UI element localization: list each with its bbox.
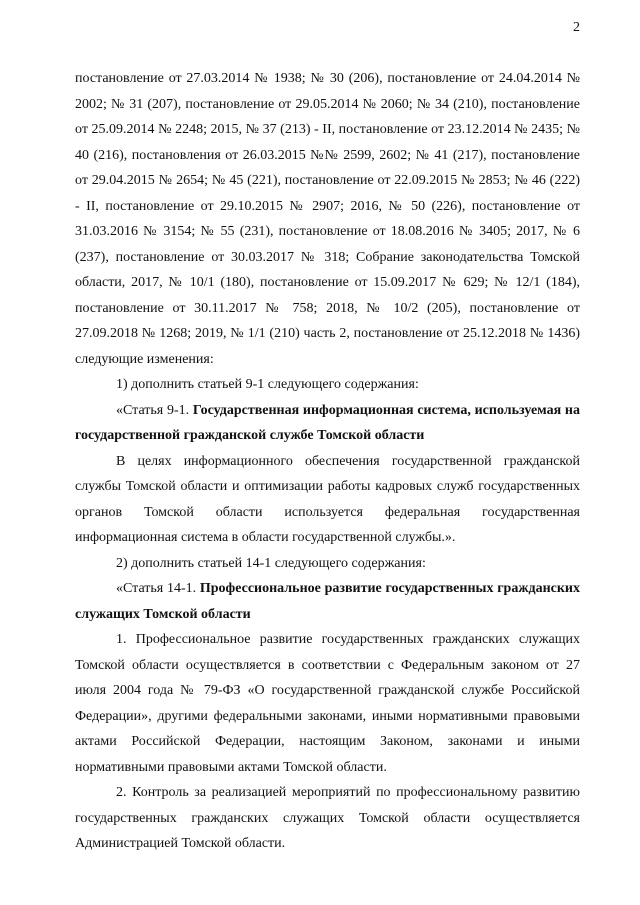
article-14-1-title: Профессиональное развитие государственных гражданских служащих Томской области <box>75 581 580 622</box>
article-14-1-heading <box>75 576 580 627</box>
intro-paragraph: постановление от 27.03.2014 № 1938; № 30 (206), постановление от 24.04.2014 № 2002; № 31 (207), постановление от 29.05.2014 № 2060; № 34 (210), постановление от 25.09.2014 № 2248; 2015, № 37 (213) - II, постановление от 23.12.2014 № 2435; № 40 (216), постановления от 26.03.2015 №№ 2599, 2602; № 41 (217), постановление от 29.04.2015 № 2654; № 45 (221), постановление от 22.09.2015 № 2853; № 46 (222) - II, постановление от 29.10.2015 № 2907; 2016, № 50 (226), постановление от 31.03.2016 № 3154; № 55 (231), постановление от 18.08.2016 № 3405; 2017, № 6 (237), постановление от 30.03.2017 № 318; Собрание законодательства Томской области, 2017, № 10/1 (180), постановление от 15.09.2017 № 629; № 12/1 (184), постановление от 30.11.2017 № 758; 2018, № 10/2 (205), постановление от 27.09.2018 № 1268; 2019, № 1/1 (210) часть 2, постановление от 25.12.2018 № 1436) следующие изменения: <box>75 71 580 367</box>
item-2-paragraph: 2) дополнить статьей 14-1 следующего содержания: <box>116 555 426 571</box>
article-14-1-part-2: 2. Контроль за реализацией мероприятий по профессиональному развитию государственных гражданских служащих Томской области осуществляется Администрацией Томской области. <box>75 785 580 851</box>
page-number: 2 <box>573 20 580 35</box>
article-9-1-text: В целях информационного обеспечения государственной гражданской службы Томской области и оптимизации работы кадровых служб государственных органов Томской области используется федеральная государственная информационная система в области государственной службы.». <box>75 453 580 545</box>
article-14-1-part-1: 1. Профессиональное развитие государственных гражданских служащих Томской области осуществляется в соответствии с Федеральным законом от 27 июля 2004 года № 79-ФЗ «О государственной гражданской службе Российской Федерации», другими федеральными законами, иными нормативными правовыми актами Российской Федерации, настоящим Законом, законами и иными нормативными правовыми актами Томской области. <box>75 632 580 775</box>
document-body <box>75 66 580 857</box>
item-1-paragraph: 1) дополнить статьей 9-1 следующего содержания: <box>116 377 419 392</box>
article-9-1-heading <box>75 398 580 449</box>
article-14-1-prefix: «Статья 14-1. <box>116 581 200 596</box>
article-9-1-title: Государственная информационная система, используемая на государственной гражданской службе Томской области <box>75 402 580 443</box>
article-9-1-prefix: «Статья 9-1. <box>116 402 193 418</box>
